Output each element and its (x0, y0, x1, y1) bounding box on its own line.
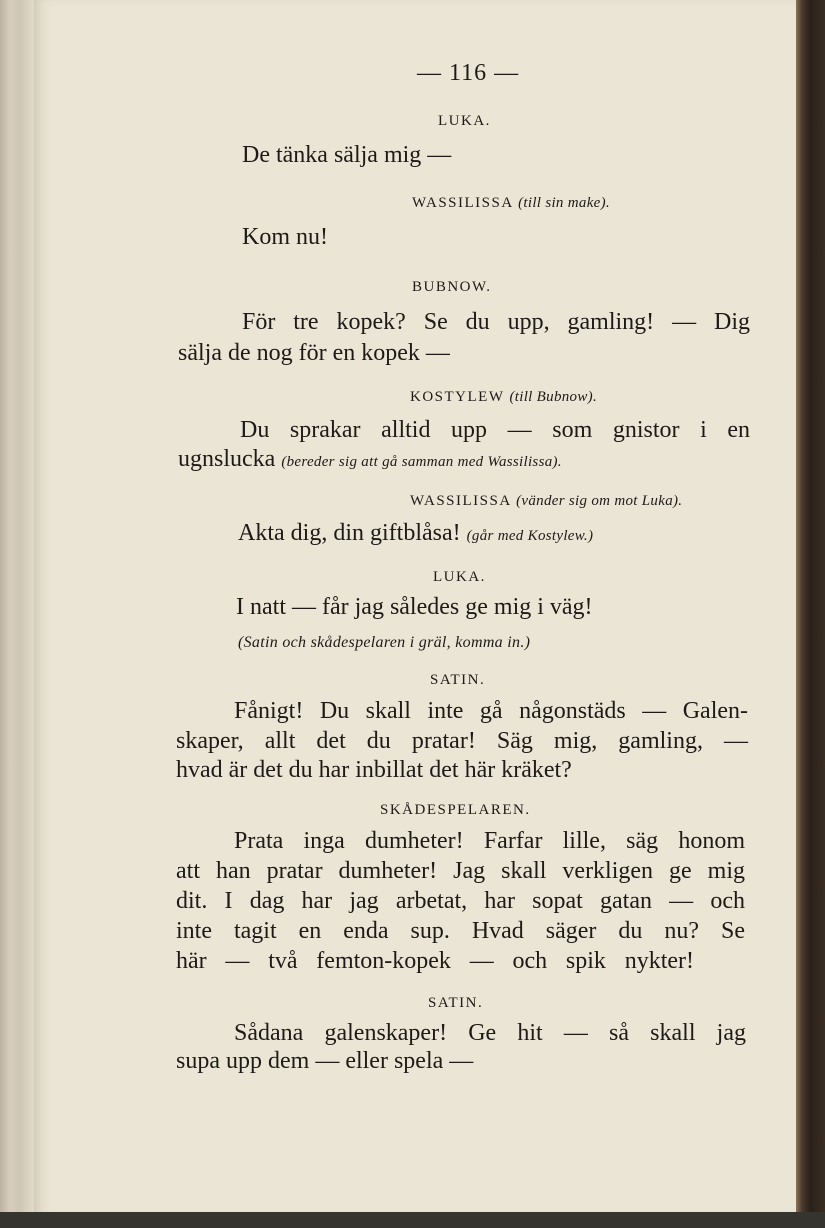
page-number: — 116 — (417, 60, 520, 86)
dialogue-line: inte tagit en enda sup. Hvad säger du nu? Se (176, 918, 745, 944)
dialogue-line: Prata inga dumheter! Farfar lille, säg honom (234, 828, 745, 854)
speaker-skadespelaren: SKÅDESPELAREN. (380, 802, 531, 818)
dialogue-line: För tre kopek? Se du upp, gamling! — Dig (242, 309, 750, 335)
speaker-name: WASSILISSA (412, 195, 513, 211)
stage-direction: (bereder sig att gå samman med Wassilissa). (281, 454, 562, 470)
dialogue-text: Akta dig, din giftblåsa! (238, 520, 461, 546)
speaker-satin: SATIN. (428, 995, 484, 1011)
dialogue-line: att han pratar dumheter! Jag skall verkligen ge mig (176, 858, 745, 884)
dialogue-line: dit. I dag har jag arbetat, har sopat gatan — och (176, 888, 745, 914)
speaker-kostylew (410, 382, 597, 412)
dialogue-line (238, 518, 593, 551)
speaker-luka: LUKA. (433, 569, 486, 585)
speaker-wassilissa (410, 486, 682, 516)
dialogue-line: skaper, allt det du pratar! Säg mig, gamling, — (176, 728, 748, 754)
dialogue-line: I natt — får jag således ge mig i väg! (236, 594, 593, 620)
stage-direction: (till sin make). (518, 195, 610, 211)
speaker-satin: SATIN. (430, 672, 486, 688)
stage-direction: (vänder sig om mot Luka). (516, 493, 683, 509)
speaker-name: KOSTYLEW (410, 389, 505, 405)
speaker-wassilissa (412, 188, 610, 218)
speaker-name: WASSILISSA (410, 493, 511, 509)
dialogue-line: Fånigt! Du skall inte gå någonstäds — Galen- (234, 698, 748, 724)
speaker-luka: LUKA. (438, 113, 491, 129)
dialogue-line: Kom nu! (242, 224, 328, 250)
speaker-bubnow: BUBNOW. (412, 279, 492, 295)
stage-direction: (går med Kostylew.) (466, 528, 594, 544)
dialogue-text: ugnslucka (178, 446, 276, 472)
dialogue-line: De tänka sälja mig — (242, 142, 452, 168)
dialogue-line: hvad är det du har inbillat det här kräket? (176, 757, 572, 783)
dialogue-line: supa upp dem — eller spela — (176, 1048, 474, 1074)
dialogue-line: sälja de nog för en kopek — (178, 340, 450, 366)
stage-direction: (Satin och skådespelaren i gräl, komma in.) (238, 634, 531, 651)
dialogue-line: Du sprakar alltid upp — som gnistor i en (240, 417, 750, 443)
dialogue-line: Sådana galenskaper! Ge hit — så skall jag (234, 1020, 746, 1046)
dialogue-line: här — två femton-kopek — och spik nykter! (176, 948, 694, 974)
stage-direction: (till Bubnow). (509, 389, 597, 405)
dialogue-line (178, 444, 562, 477)
